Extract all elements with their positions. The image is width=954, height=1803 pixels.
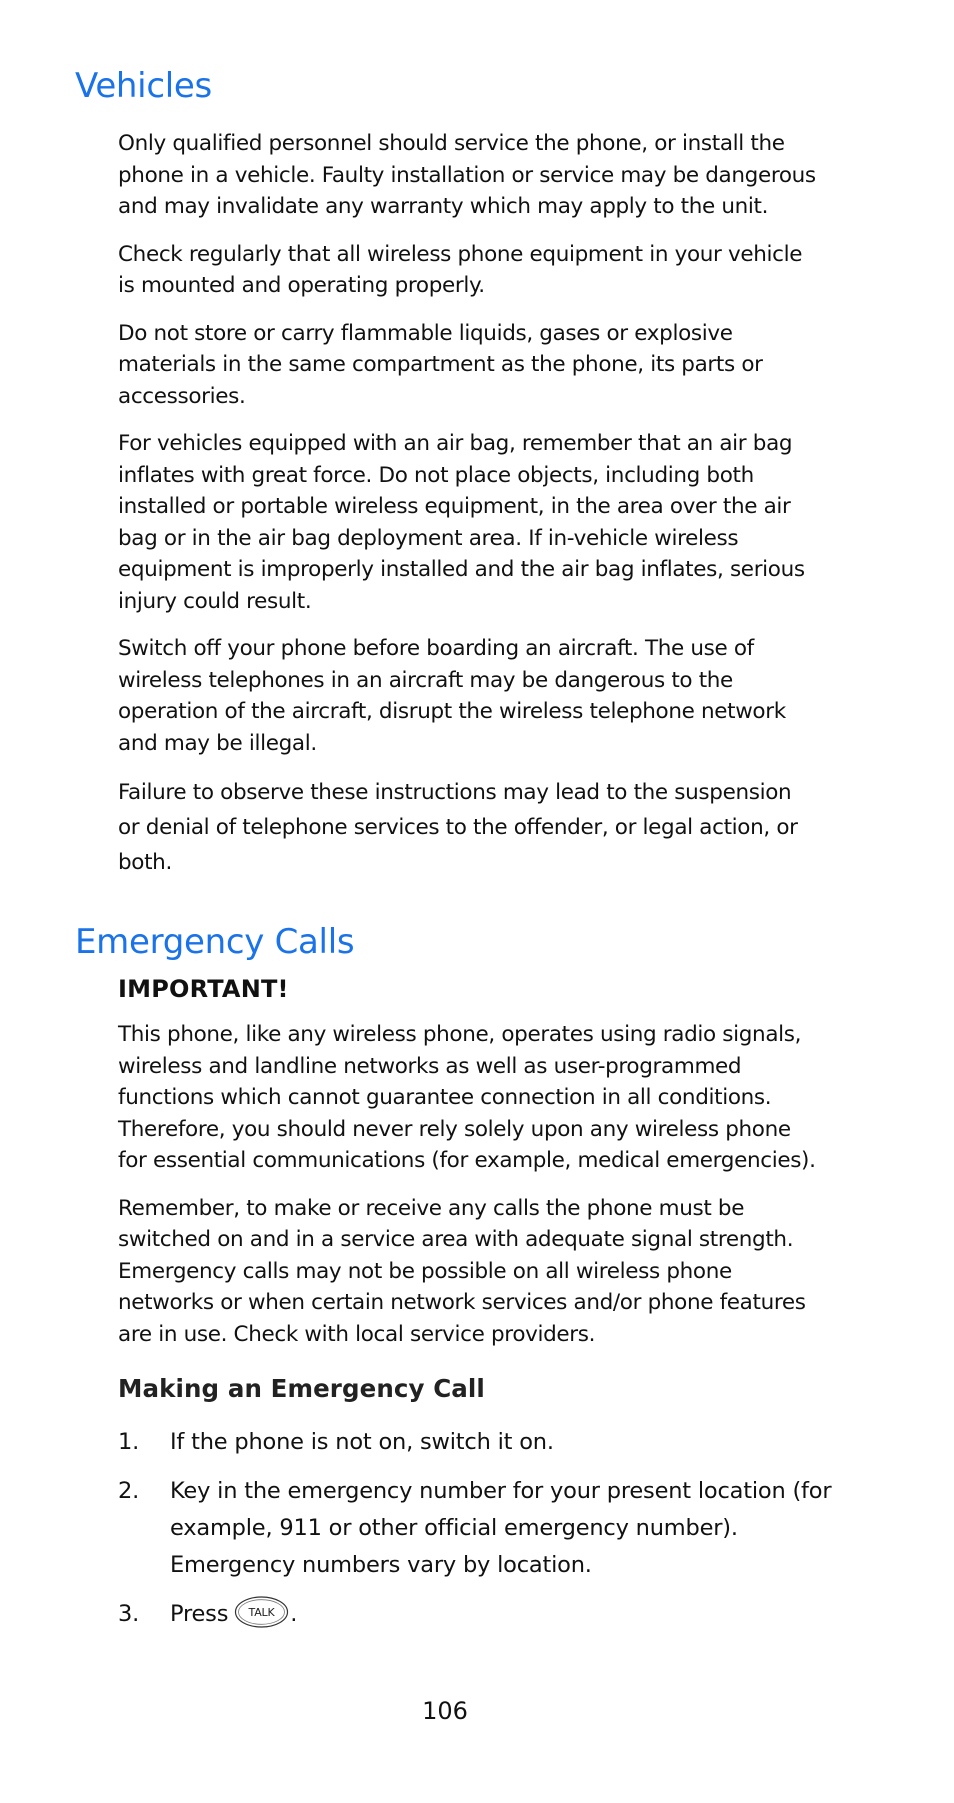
- emergency-call-steps: [118, 1424, 838, 1645]
- vehicles-paragraph: Switch off your phone before boarding an aircraft. The use of wireless telephones in an aircraft may be dangerous to the operation of the aircraft, disrupt the wireless telephone network and may be illegal.: [118, 636, 786, 756]
- vehicles-paragraph: Check regularly that all wireless phone equipment in your vehicle is mounted and operating properly.: [118, 241, 803, 298]
- step-number: 1.: [118, 1429, 140, 1455]
- emergency-paragraph: Remember, to make or receive any calls the phone must be switched on and in a service area with adequate signal strength. Emergency calls may not be possible on all wireless phone networks or when certain network services and/or phone features are in use. Check with local service providers.: [118, 1195, 806, 1347]
- vehicles-paragraph: Do not store or carry flammable liquids, gases or explosive materials in the same compartment as the phone, its parts or accessories.: [118, 320, 763, 409]
- step-number: 3.: [118, 1601, 140, 1627]
- step-item: [118, 1473, 838, 1584]
- step-item: [118, 1424, 838, 1461]
- step-text: If the phone is not on, switch it on.: [170, 1429, 554, 1455]
- step-text: Key in the emergency number for your present location (for example, 911 or other official emergency number). Emergency numbers vary by location.: [170, 1478, 832, 1578]
- vehicles-paragraph: Failure to observe these instructions may lead to the suspension or denial of telephone services to the offender, or legal action, or both.: [118, 780, 798, 875]
- step-item: [118, 1596, 838, 1633]
- subheading-making-emergency-call: Making an Emergency Call: [118, 1374, 485, 1403]
- vehicles-section-body: [118, 128, 818, 896]
- talk-key-icon: [234, 1595, 289, 1629]
- emergency-section-body: [118, 1019, 818, 1366]
- vehicles-paragraph: Only qualified personnel should service the phone, or install the phone in a vehicle. Faulty installation or service may be dangerous and may invalidate any warranty which may apply to the unit.: [118, 131, 816, 219]
- step-text-end: .: [290, 1601, 298, 1627]
- section-heading-vehicles: Vehicles: [75, 66, 212, 106]
- vehicles-paragraph: For vehicles equipped with an air bag, remember that an air bag inflates with great force. Do not place objects, including both installed or portable wireless equipment, in the area over the air bag or in the air bag deployment area. If in-vehicle wireless equipment is improperly installed and the air bag inflates, serious injury could result.: [118, 431, 805, 614]
- emergency-paragraph: This phone, like any wireless phone, operates using radio signals, wireless and landline networks as well as user-programmed functions which cannot guarantee connection in all conditions. Therefore, you should never rely solely upon any wireless phone for essential communications (for example, medical emergencies).: [118, 1022, 816, 1173]
- important-label: IMPORTANT!: [118, 975, 289, 1003]
- step-text: Press: [170, 1601, 229, 1627]
- section-heading-emergency-calls: Emergency Calls: [75, 922, 355, 962]
- step-number: 2.: [118, 1478, 140, 1504]
- page-number: 106: [422, 1697, 468, 1725]
- talk-key-label: TALK: [248, 1605, 275, 1619]
